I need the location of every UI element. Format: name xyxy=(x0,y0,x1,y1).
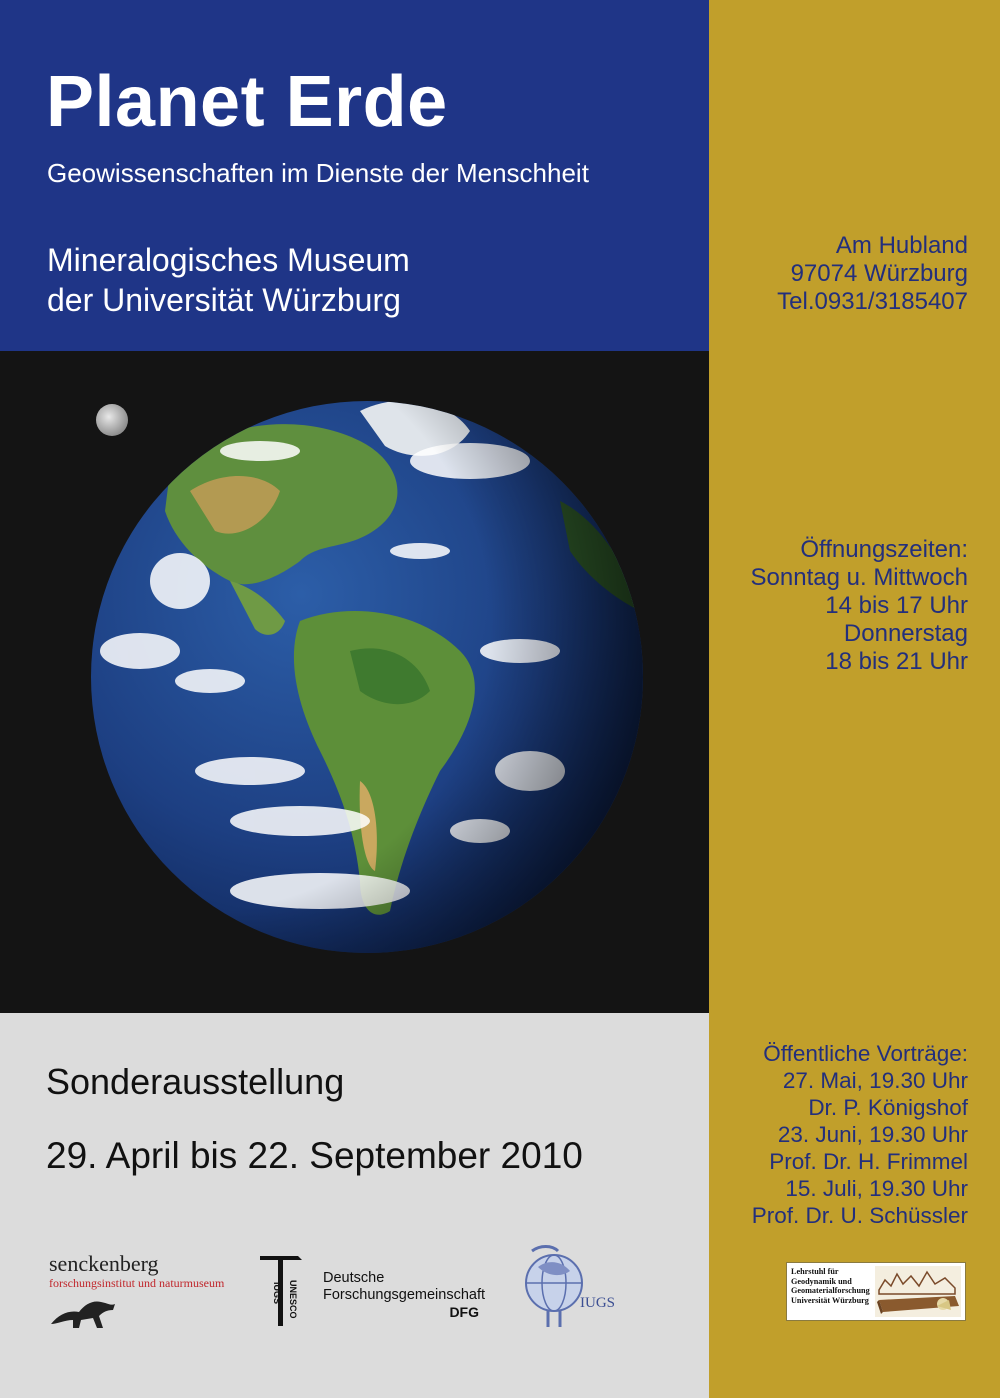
castle-icon xyxy=(875,1266,961,1317)
lehrstuhl-logo xyxy=(786,1262,966,1321)
address-block xyxy=(777,232,968,316)
opening-hours-line: 18 bis 21 Uhr xyxy=(825,648,968,675)
svg-text:UNESCO: UNESCO xyxy=(288,1280,298,1319)
iugs-unesco-logo xyxy=(252,1250,312,1330)
dfg-logo xyxy=(323,1270,493,1330)
opening-hours-heading: Öffnungszeiten: xyxy=(800,536,968,563)
lectures-block xyxy=(752,1040,968,1229)
dfg-line2: Forschungsgemeinschaft xyxy=(323,1287,485,1303)
moon-icon xyxy=(96,404,128,436)
address-street: Am Hubland xyxy=(835,232,968,259)
museum-name xyxy=(47,240,410,320)
museum-line: der Universität Würzburg xyxy=(47,282,401,318)
lecture-speaker: Prof. Dr. U. Schüssler xyxy=(751,1203,968,1228)
senckenberg-logo xyxy=(49,1252,239,1332)
lecture-date: 27. Mai, 19.30 Uhr xyxy=(782,1068,968,1093)
senckenberg-name: senckenberg xyxy=(49,1251,159,1276)
lehrstuhl-line: Geomaterialforschung xyxy=(791,1286,870,1296)
lecture-date: 15. Juli, 19.30 Uhr xyxy=(785,1176,968,1201)
address-phone: Tel.0931/3185407 xyxy=(777,288,968,315)
dfg-line1: Deutsche xyxy=(323,1270,385,1286)
iugs-logo xyxy=(518,1245,618,1330)
lehrstuhl-text xyxy=(791,1267,870,1305)
lehrstuhl-line: Geodynamik und xyxy=(791,1276,852,1286)
dfg-mark: DFG xyxy=(449,1304,479,1320)
lehrstuhl-line: Lehrstuhl für xyxy=(791,1267,839,1276)
hammer-icon xyxy=(252,1250,312,1330)
opening-hours-line: Donnerstag xyxy=(843,620,968,647)
lecture-speaker: Dr. P. Königshof xyxy=(808,1095,968,1120)
svg-text:IUGS: IUGS xyxy=(272,1282,282,1305)
opening-hours-block xyxy=(751,536,968,676)
poster-subtitle: Geowissenschaften im Dienste der Menschheit xyxy=(47,158,589,188)
lecture-date: 23. Juni, 19.30 Uhr xyxy=(777,1122,968,1147)
globe-graphic xyxy=(91,351,709,1013)
dinosaur-icon xyxy=(49,1294,119,1330)
exhibition-label: Sonderausstellung xyxy=(46,1061,345,1102)
earth-image-panel xyxy=(0,351,709,1013)
opening-hours-line: 14 bis 17 Uhr xyxy=(825,592,968,619)
exhibition-dates: 29. April bis 22. September 2010 xyxy=(46,1135,583,1176)
lecture-speaker: Prof. Dr. H. Frimmel xyxy=(769,1149,968,1174)
senckenberg-subtitle: forschungsinstitut und naturmuseum xyxy=(49,1276,225,1290)
opening-hours-line: Sonntag u. Mittwoch xyxy=(750,564,968,591)
lehrstuhl-line: Universität Würzburg xyxy=(791,1295,869,1305)
earth-image xyxy=(0,351,709,1013)
address-city: 97074 Würzburg xyxy=(790,260,968,287)
museum-line: Mineralogisches Museum xyxy=(47,242,410,278)
svg-text:IUGS: IUGS xyxy=(580,1295,616,1311)
poster-title: Planet Erde xyxy=(46,62,448,142)
lectures-heading: Öffentliche Vorträge: xyxy=(763,1041,968,1066)
globe-icon xyxy=(518,1245,618,1330)
